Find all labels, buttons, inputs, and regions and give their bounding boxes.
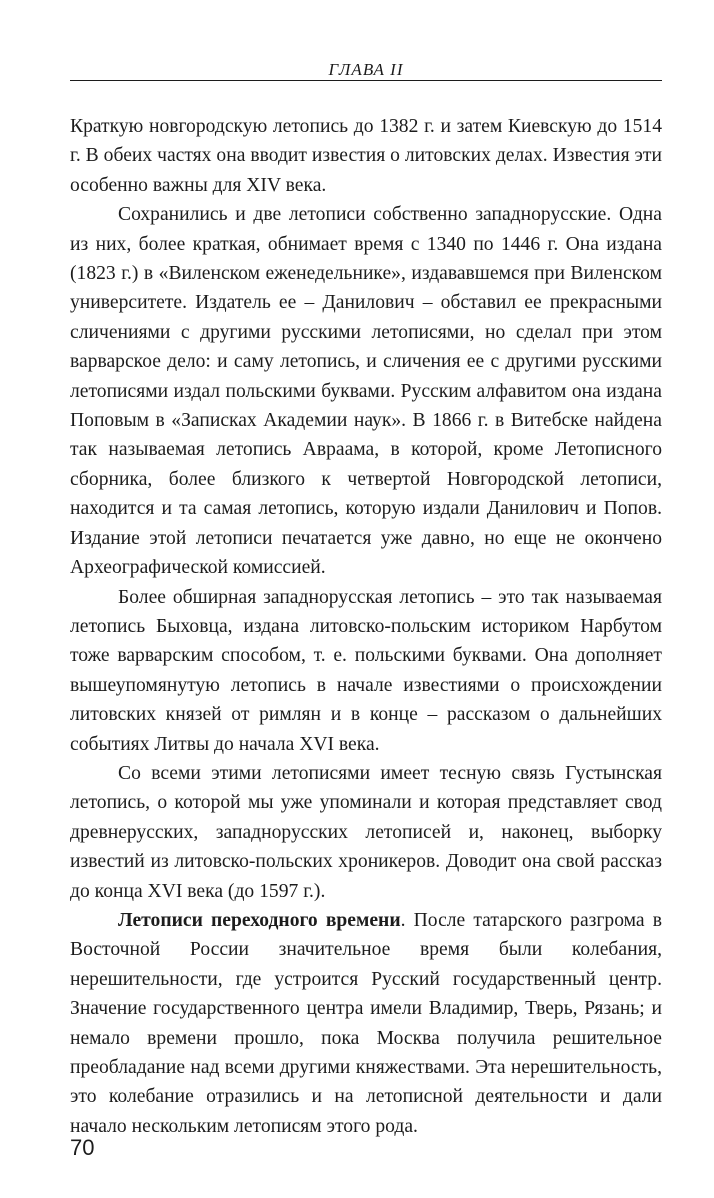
body-text xyxy=(70,112,662,1141)
paragraph-1 xyxy=(70,112,662,200)
paragraph-5-text: . После татарского разгрома в Восточной России значительное время были колебания, нерешительности, где устроится Русский государственный центр. Значение государственного центра имели Владимир, Тверь, Рязань; и немало времени прошло, пока Москва получила решительное преобладание над всеми другими княжествами. Эта нерешительность, это колебание отразились и на летописной деятельности и дали начало нескольким летописям этого рода. xyxy=(70,909,662,1137)
running-title: ГЛАВА II xyxy=(328,60,404,79)
page-number: 70 xyxy=(70,1135,95,1160)
paragraph-3 xyxy=(70,583,662,759)
paragraph-4 xyxy=(70,759,662,906)
running-header xyxy=(70,60,662,80)
paragraph-5 xyxy=(70,906,662,1141)
header-rule xyxy=(70,80,662,81)
paragraph-2 xyxy=(70,200,662,582)
section-run-in-heading: Летописи переходного времени xyxy=(118,909,401,931)
paragraph-3-text: Более обширная западнорусская летопись – это так называемая летопись Быховца, издана литовско-польским историком Нарбутом тоже варварским способом, т. е. польскими буквами. Она дополняет вышеупомянутую летопись в начале известиями о происхождении литовских князей от римлян и в конце – рассказом о дальнейших событиях Литвы до начала XVI века. xyxy=(70,586,662,755)
paragraph-1-text: Краткую новгородскую летопись до 1382 г. и затем Киевскую до 1514 г. В обеих частях она вводит известия о литовских делах. Известия эти особенно важны для XIV века. xyxy=(70,116,662,196)
paragraph-2-text: Сохранились и две летописи собственно западнорусские. Одна из них, более краткая, обнимает время с 1340 по 1446 г. Она издана (1823 г.) в «Виленском еженедельнике», издававшемся при Виленском университете. Издатель ее – Данилович – обставил ее прекрасными сличениями с другими русскими летописями, но сделал при этом варварское дело: и саму летопись, и сличения ее с другими русскими летописями издал польскими буквами. Русским алфавитом она издана Поповым в «Записках Академии наук». В 1866 г. в Витебске найдена так называемая летопись Авраама, в которой, кроме Летописного сборника, более близкого к четвертой Новгородской летописи, находится и та самая летопись, которую издали Данилович и Попов. Издание этой летописи печатается уже давно, но еще не окончено Археографической комиссией. xyxy=(70,204,662,579)
paragraph-4-text: Со всеми этими летописями имеет тесную связь Густынская летопись, о которой мы уже упоминали и которая представляет свод древнерусских, западнорусских летописей и, наконец, выборку известий из литовско-польских хроникеров. Доводит она свой рассказ до конца XVI века (до 1597 г.). xyxy=(70,762,662,902)
